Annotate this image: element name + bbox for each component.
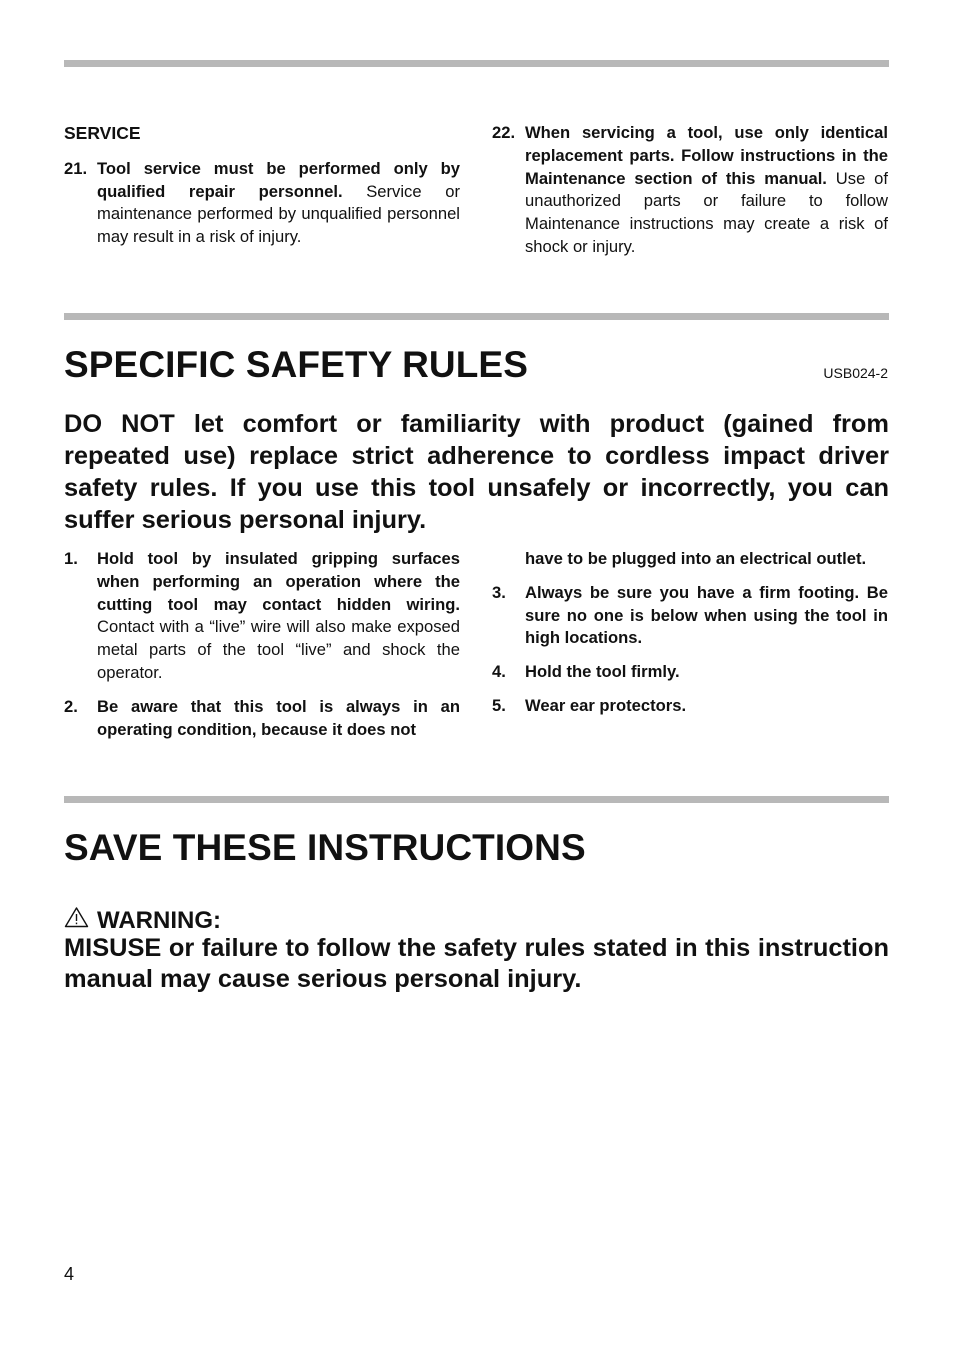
specific-left-column xyxy=(64,548,460,741)
item-text: Use of unauthorized parts or failure to follow Maintenance instructions may create a risk of shock or injury. xyxy=(525,168,888,256)
item-number: 22. xyxy=(492,123,516,142)
specific-right-column xyxy=(492,548,888,718)
specific-item-5 xyxy=(492,695,888,718)
specific-safety-title: SPECIFIC SAFETY RULES xyxy=(64,344,528,385)
item-number: 2. xyxy=(64,696,78,716)
service-item-21 xyxy=(64,158,460,249)
item-bold-text: Hold the tool firmly. xyxy=(525,662,680,682)
item-text: Service or maintenance performed by unqualified personnel may result in a risk of injury. xyxy=(97,181,460,247)
item-text: Contact with a “live” wire will also make exposed metal parts of the tool “live” and shock the operator. xyxy=(97,617,460,682)
specific-item-1 xyxy=(64,548,460,685)
item-bold-text: Tool service must be performed only by qualified repair personnel. xyxy=(97,158,460,201)
section-rule xyxy=(64,313,889,320)
item-number: 21. xyxy=(64,158,88,178)
item-bold-text: When servicing a tool, use only identical replacement parts. Follow instructions in the Maintenance section of this manual. xyxy=(525,123,888,188)
item-bold-text: Be aware that this tool is always in an operating condition, because it does not xyxy=(97,696,460,739)
item-number: 1. xyxy=(64,549,78,568)
item-bold-text: Hold tool by insulated gripping surfaces when performing an operation where the cutting tool may contact hidden wiring. xyxy=(97,549,460,614)
service-left-column xyxy=(64,122,460,249)
item-bold-text: Wear ear protectors. xyxy=(525,695,687,715)
service-item-22 xyxy=(492,122,888,259)
save-instructions-title: SAVE THESE INSTRUCTIONS xyxy=(64,827,586,868)
item-number: 5. xyxy=(492,695,506,715)
section-rule xyxy=(64,796,889,803)
specific-item-3 xyxy=(492,582,888,650)
warning-text: MISUSE or failure to follow the safety rules stated in this instruction manual may cause serious personal injury. xyxy=(64,934,889,993)
warning-triangle-icon xyxy=(64,906,89,935)
warning-label: WARNING: xyxy=(97,906,221,934)
item-number: 3. xyxy=(492,582,506,602)
service-heading: SERVICE xyxy=(64,123,141,143)
specific-lead-paragraph: DO NOT let comfort or familiarity with product (gained from repeated use) replace strict adherence to cordless impact driver safety rules. If you use this tool unsafely or incorrectly, you can suffer serious personal injury. xyxy=(64,410,889,534)
warning-heading xyxy=(64,906,221,935)
item-number: 4. xyxy=(492,662,506,682)
document-code: USB024-2 xyxy=(823,365,888,381)
specific-item-2-continued xyxy=(492,548,888,571)
specific-item-4 xyxy=(492,661,888,684)
page-number: 4 xyxy=(64,1264,75,1284)
item-bold-text: have to be plugged into an electrical outlet. xyxy=(525,549,867,568)
service-right-column xyxy=(492,122,888,259)
item-bold-text: Always be sure you have a firm footing. Be sure no one is below when using the tool in high locations. xyxy=(525,582,888,648)
top-rule xyxy=(64,60,889,67)
specific-item-2 xyxy=(64,696,460,742)
